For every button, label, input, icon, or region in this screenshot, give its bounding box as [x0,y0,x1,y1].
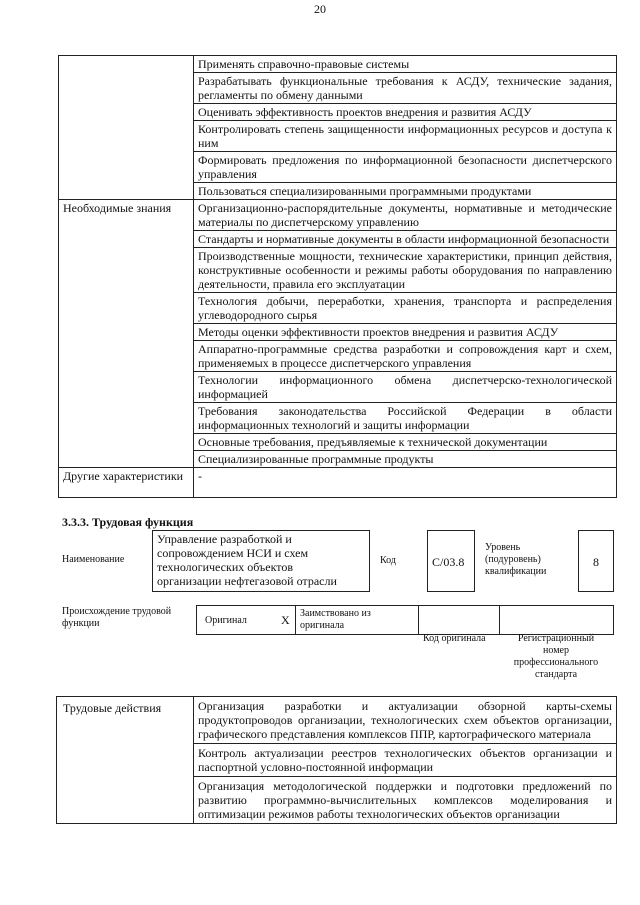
knowledge-row: Специализированные программные продукты [194,451,617,468]
skill-row: Применять справочно-правовые системы [194,56,617,73]
labor-action-row: Контроль актуализации реестров технологических объектов организации и паспортной условно-постоянной информации [194,744,617,777]
knowledge-row: Стандарты и нормативные документы в области информационной безопасности [194,231,617,248]
knowledge-row: Организационно-распорядительные документы, нормативные и методические материалы по диспетчерскому управлению [194,200,617,231]
code-original-caption: Код оригинала [423,633,486,644]
name-value: Управление разработкой и сопровождением НСИ и схем технологических объектов организации нефтегазовой отрасли [157,532,337,588]
knowledge-row: Производственные мощности, технические характеристики, принцип действия, конструктивные особенности и режимы работы оборудования по направлению деятельности, правила его эксплуатации [194,248,617,293]
labor-actions-table [56,696,617,824]
original-label: Оригинал [205,615,247,626]
skill-row: Оценивать эффективность проектов внедрения и развития АСДУ [194,104,617,121]
name-value-box [152,530,370,592]
knowledge-row: Методы оценки эффективности проектов внедрения и развития АСДУ [194,324,617,341]
origin-row [196,605,614,635]
level-value: 8 [593,555,599,569]
original-mark: X [281,613,290,627]
knowledge-row: Требования законодательства Российской Федерации в области информационных технологий и защиты информации [194,403,617,434]
borrowed-label: Заимствовано из оригинала [300,608,371,631]
code-value: С/03.8 [432,555,465,569]
knowledge-row: Технологии информационного обмена диспетчерско-технологической информацией [194,372,617,403]
level-value-box [578,530,614,592]
knowledge-row: Основные требования, предъявляемые к технической документации [194,434,617,451]
skill-row: Пользоваться специализированными программными продуктами [194,183,617,200]
code-label: Код [380,555,396,566]
competency-table [58,55,617,498]
origin-label: Происхождение трудовой функции [62,606,172,629]
skill-row: Контролировать степень защищенности информационных ресурсов и доступа к ним [194,121,617,152]
knowledge-row: Аппаратно-программные средства разработки и сопровождения карт и схем, применяемых в процессе диспетчерского управления [194,341,617,372]
knowledge-label: Необходимые знания [59,200,194,468]
code-value-box [427,530,475,592]
skill-row: Формировать предложения по информационной безопасности диспетчерского управления [194,152,617,183]
registration-caption: Регистрационный номер профессионального стандарта [513,633,599,680]
knowledge-row: Технология добычи, переработки, хранения, транспорта и распределения углеводородного сырья [194,293,617,324]
section-title: 3.3.3. Трудовая функция [62,515,194,529]
skill-row: Разрабатывать функциональные требования к АСДУ, технические задания, регламенты по обмену данными [194,73,617,104]
labor-actions-label: Трудовые действия [57,697,194,824]
level-label: Уровень (подуровень) квалификации [485,542,547,577]
other-characteristics-label: Другие характеристики [59,468,194,498]
labor-action-row: Организация методологической поддержки и подготовки предложений по развитию программно-вычислительных комплексов моделирования и оптимизации режимов работы технологических объектов организации [194,777,617,824]
name-label: Наименование [62,554,125,565]
labor-action-row: Организация разработки и актуализации обзорной карты-схемы продуктопроводов организации, технологических схем объектов организации, графического представления комплексов ППР, картографического материала [194,697,617,744]
page-number: 20 [314,2,326,16]
other-characteristics-value: - [194,468,617,498]
continuation-label-cell [59,56,194,200]
